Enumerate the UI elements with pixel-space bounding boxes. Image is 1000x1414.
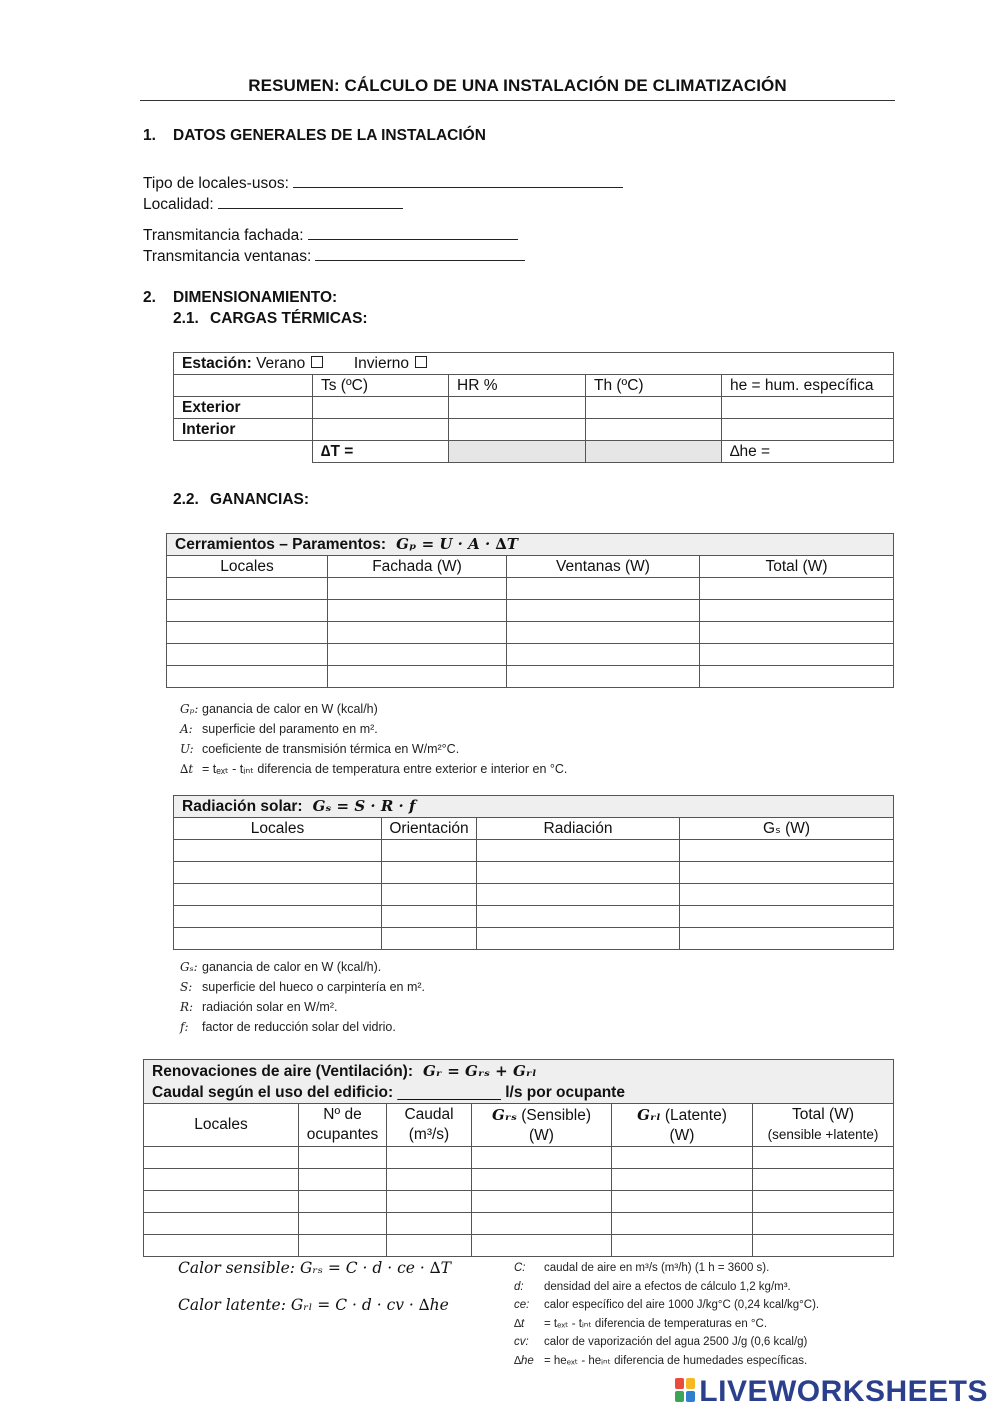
verano-label: Verano bbox=[256, 354, 306, 372]
note-line: Gₚ: ganancia de calor en W (kcal/h) bbox=[180, 702, 378, 716]
section-1-title: DATOS GENERALES DE LA INSTALACIÓN bbox=[173, 127, 486, 144]
transmitancia-fachada-label: Transmitancia fachada: bbox=[143, 227, 304, 244]
input-cell[interactable] bbox=[700, 644, 894, 666]
invierno-label: Invierno bbox=[353, 354, 409, 372]
section-1-number: 1. bbox=[143, 127, 156, 144]
cerramientos-notes bbox=[180, 699, 567, 779]
liveworksheets-icon bbox=[675, 1378, 697, 1404]
input-cell[interactable] bbox=[612, 1235, 753, 1257]
note-line: Gₛ: ganancia de calor en W (kcal/h). bbox=[180, 960, 382, 974]
input-cell[interactable] bbox=[700, 600, 894, 622]
renovaciones-title: Renovaciones de aire (Ventilación): bbox=[152, 1063, 413, 1080]
input-cell[interactable] bbox=[328, 666, 507, 688]
input-cell[interactable] bbox=[477, 928, 680, 950]
table-row bbox=[144, 1191, 894, 1213]
input-cell[interactable] bbox=[753, 1235, 894, 1257]
exterior-ts-cell[interactable] bbox=[313, 397, 449, 419]
table-row bbox=[167, 600, 894, 622]
note-line: R: radiación solar en W/m². bbox=[180, 1000, 338, 1014]
radiacion-formula: Gₛ = S · R · f bbox=[312, 797, 416, 815]
input-cell[interactable] bbox=[477, 884, 680, 906]
input-cell[interactable] bbox=[174, 928, 382, 950]
localidad-input[interactable] bbox=[218, 194, 403, 209]
input-cell[interactable] bbox=[299, 1191, 387, 1213]
renovaciones-header-ocupantes: Nº de ocupantes bbox=[299, 1104, 387, 1147]
input-cell[interactable] bbox=[167, 666, 328, 688]
radiacion-notes bbox=[180, 957, 425, 1037]
note-line: S: superficie del hueco o carpintería en m². bbox=[180, 980, 426, 994]
estacion-row bbox=[174, 353, 894, 375]
input-cell[interactable] bbox=[167, 600, 328, 622]
input-cell[interactable] bbox=[472, 1213, 612, 1235]
table-row bbox=[174, 884, 894, 906]
header-ts: Ts (ºC) bbox=[313, 375, 449, 397]
note-line: U: coeficiente de transmisión térmica en W/m²°C. bbox=[180, 742, 460, 756]
note-line: d: densidad del aire a efectos de cálculo 1,2 kg/m³. bbox=[514, 1280, 791, 1293]
verano-checkbox[interactable] bbox=[311, 356, 323, 368]
transmitancia-ventanas-label: Transmitancia ventanas: bbox=[143, 248, 312, 265]
subsection-2-2-heading bbox=[173, 491, 309, 509]
input-cell[interactable] bbox=[477, 862, 680, 884]
liveworksheets-logo bbox=[675, 1375, 988, 1409]
caudal-label: Caudal según el uso del edificio: bbox=[152, 1084, 394, 1101]
input-cell[interactable] bbox=[680, 906, 894, 928]
radiacion-header-radiacion: Radiación bbox=[477, 818, 680, 840]
caudal-unit: l/s por ocupante bbox=[505, 1084, 625, 1101]
input-cell[interactable] bbox=[382, 884, 477, 906]
cargas-header-blank bbox=[174, 375, 313, 397]
subsection-2-2-number: 2.2. bbox=[173, 491, 199, 508]
exterior-hr-cell[interactable] bbox=[449, 397, 586, 419]
input-cell[interactable] bbox=[167, 578, 328, 600]
cerramientos-header-total: Total (W) bbox=[700, 556, 894, 578]
exterior-th-cell[interactable] bbox=[586, 397, 722, 419]
input-cell[interactable] bbox=[753, 1213, 894, 1235]
radiacion-title: Radiación solar: bbox=[182, 798, 303, 815]
cerramientos-header-locales: Locales bbox=[167, 556, 328, 578]
renovaciones-header-caudal: Caudal (m³/s) bbox=[387, 1104, 472, 1147]
header-hr: HR % bbox=[449, 375, 586, 397]
input-cell[interactable] bbox=[174, 862, 382, 884]
note-line: ∆t = tₑₓₜ - tᵢₙₜ diferencia de temperaturas en °C. bbox=[514, 1317, 768, 1330]
table-row bbox=[167, 578, 894, 600]
row-interior-label: Interior bbox=[174, 419, 313, 441]
invierno-checkbox[interactable] bbox=[415, 356, 427, 368]
section-2-title: DIMENSIONAMIENTO: bbox=[173, 289, 338, 306]
delta-he-cell[interactable]: ∆he = bbox=[722, 441, 894, 463]
note-line: cv: calor de vaporización del agua 2500 J/g (0,6 kcal/g) bbox=[514, 1336, 808, 1349]
renovaciones-notes bbox=[514, 1259, 819, 1371]
input-cell[interactable] bbox=[382, 928, 477, 950]
input-cell[interactable] bbox=[680, 928, 894, 950]
input-cell[interactable] bbox=[753, 1169, 894, 1191]
caudal-input[interactable]: ____________ bbox=[397, 1084, 501, 1101]
input-cell[interactable] bbox=[174, 906, 382, 928]
header-he: he = hum. específica bbox=[722, 375, 894, 397]
section-1-heading bbox=[143, 127, 486, 145]
delta-shaded-cell-2 bbox=[586, 441, 722, 463]
renovaciones-header-sensible: Gᵣₛ (Sensible) (W) bbox=[472, 1104, 612, 1147]
input-cell[interactable] bbox=[700, 578, 894, 600]
input-cell[interactable] bbox=[167, 622, 328, 644]
renovaciones-title-row bbox=[144, 1060, 894, 1104]
tipo-locales-field bbox=[143, 173, 623, 193]
input-cell[interactable] bbox=[612, 1191, 753, 1213]
input-cell[interactable] bbox=[612, 1169, 753, 1191]
input-cell[interactable] bbox=[328, 644, 507, 666]
header-th: Th (ºC) bbox=[586, 375, 722, 397]
table-row bbox=[167, 666, 894, 688]
cerramientos-title-row bbox=[167, 534, 894, 556]
input-cell[interactable] bbox=[328, 578, 507, 600]
liveworksheets-text: LIVEWORKSHEETS bbox=[699, 1375, 988, 1408]
input-cell[interactable] bbox=[144, 1191, 299, 1213]
input-cell[interactable] bbox=[680, 840, 894, 862]
renovaciones-header-latente: Gᵣₗ (Latente) (W) bbox=[612, 1104, 753, 1147]
table-row bbox=[174, 862, 894, 884]
input-cell[interactable] bbox=[382, 862, 477, 884]
input-cell[interactable] bbox=[680, 862, 894, 884]
cerramientos-header-ventanas: Ventanas (W) bbox=[507, 556, 700, 578]
input-cell[interactable] bbox=[144, 1169, 299, 1191]
estacion-label: Estación: bbox=[182, 354, 252, 372]
input-cell[interactable] bbox=[507, 578, 700, 600]
input-cell[interactable] bbox=[167, 644, 328, 666]
input-cell[interactable] bbox=[299, 1235, 387, 1257]
exterior-he-cell[interactable] bbox=[722, 397, 894, 419]
input-cell[interactable] bbox=[328, 600, 507, 622]
subsection-2-1-heading bbox=[173, 310, 368, 328]
note-line: ∆he = heₑₓₜ - heᵢₙₜ diferencia de humedades específicas. bbox=[514, 1354, 808, 1367]
row-exterior-label: Exterior bbox=[174, 397, 313, 419]
note-line: ∆t = tₑₓₜ - tᵢₙₜ diferencia de temperatura entre exterior e interior en °C. bbox=[180, 762, 568, 776]
table-row bbox=[144, 1169, 894, 1191]
input-cell[interactable] bbox=[299, 1147, 387, 1169]
input-cell[interactable] bbox=[174, 884, 382, 906]
table-row bbox=[144, 1213, 894, 1235]
subsection-2-1-number: 2.1. bbox=[173, 310, 199, 327]
input-cell[interactable] bbox=[387, 1235, 472, 1257]
input-cell[interactable] bbox=[612, 1147, 753, 1169]
cerramientos-title: Cerramientos – Paramentos: bbox=[175, 536, 387, 553]
input-cell[interactable] bbox=[299, 1169, 387, 1191]
note-line: f: factor de reducción solar del vidrio. bbox=[180, 1020, 396, 1034]
input-cell[interactable] bbox=[387, 1213, 472, 1235]
table-row bbox=[167, 622, 894, 644]
subsection-2-1-title: CARGAS TÉRMICAS: bbox=[210, 310, 368, 327]
input-cell[interactable] bbox=[507, 600, 700, 622]
input-cell[interactable] bbox=[174, 840, 382, 862]
interior-hr-cell[interactable] bbox=[449, 419, 586, 441]
table-row bbox=[174, 928, 894, 950]
input-cell[interactable] bbox=[387, 1169, 472, 1191]
transmitancia-fachada-input[interactable] bbox=[308, 225, 518, 240]
input-cell[interactable] bbox=[387, 1147, 472, 1169]
delta-row-blank bbox=[174, 441, 313, 463]
renovaciones-formula: Gᵣ = Gᵣₛ + Gᵣₗ bbox=[423, 1062, 537, 1080]
input-cell[interactable] bbox=[477, 906, 680, 928]
radiacion-solar-table bbox=[173, 795, 894, 950]
section-2-heading bbox=[143, 289, 337, 307]
input-cell[interactable] bbox=[472, 1169, 612, 1191]
input-cell[interactable] bbox=[472, 1147, 612, 1169]
tipo-locales-label: Tipo de locales-usos: bbox=[143, 175, 289, 192]
radiacion-header-orientacion: Orientación bbox=[382, 818, 477, 840]
transmitancia-ventanas-field bbox=[143, 246, 525, 266]
input-cell[interactable] bbox=[382, 840, 477, 862]
delta-shaded-cell-1 bbox=[449, 441, 586, 463]
radiacion-header-gs: Gₛ (W) bbox=[680, 818, 894, 840]
table-row bbox=[144, 1147, 894, 1169]
page-title: RESUMEN: CÁLCULO DE UNA INSTALACIÓN DE CLIMATIZACIÓN bbox=[248, 76, 787, 95]
input-cell[interactable] bbox=[753, 1191, 894, 1213]
input-cell[interactable] bbox=[382, 906, 477, 928]
input-cell[interactable] bbox=[144, 1213, 299, 1235]
interior-ts-cell[interactable] bbox=[313, 419, 449, 441]
formula-calor-sensible: Calor sensible: Gᵣₛ = C · d · ce · ∆T bbox=[178, 1259, 451, 1277]
radiacion-header-locales: Locales bbox=[174, 818, 382, 840]
table-row bbox=[167, 644, 894, 666]
input-cell[interactable] bbox=[328, 622, 507, 644]
formula-calor-latente: Calor latente: Gᵣₗ = C · d · cv · ∆he bbox=[178, 1296, 449, 1314]
subsection-2-2-title: GANANCIAS: bbox=[210, 491, 310, 508]
renovaciones-header-locales: Locales bbox=[144, 1104, 299, 1147]
cargas-termicas-table bbox=[173, 352, 894, 463]
input-cell[interactable] bbox=[507, 644, 700, 666]
tipo-locales-input[interactable] bbox=[293, 173, 623, 188]
renovaciones-header-total: Total (W) (sensible +latente) bbox=[753, 1104, 894, 1147]
interior-he-cell[interactable] bbox=[722, 419, 894, 441]
input-cell[interactable] bbox=[144, 1147, 299, 1169]
input-cell[interactable] bbox=[477, 840, 680, 862]
input-cell[interactable] bbox=[472, 1191, 612, 1213]
table-row bbox=[174, 840, 894, 862]
interior-th-cell[interactable] bbox=[586, 419, 722, 441]
note-line: A: superficie del paramento en m². bbox=[180, 722, 378, 736]
note-line: ce: calor específico del aire 1000 J/kg°C (0,24 kcal/kg°C). bbox=[514, 1299, 820, 1312]
transmitancia-fachada-field bbox=[143, 225, 518, 245]
input-cell[interactable] bbox=[387, 1191, 472, 1213]
input-cell[interactable] bbox=[612, 1213, 753, 1235]
localidad-label: Localidad: bbox=[143, 196, 214, 213]
input-cell[interactable] bbox=[753, 1147, 894, 1169]
input-cell[interactable] bbox=[472, 1235, 612, 1257]
section-2-number: 2. bbox=[143, 289, 156, 306]
input-cell[interactable] bbox=[680, 884, 894, 906]
input-cell[interactable] bbox=[507, 622, 700, 644]
renovaciones-table bbox=[143, 1059, 894, 1257]
localidad-field bbox=[143, 194, 403, 214]
input-cell[interactable] bbox=[700, 622, 894, 644]
input-cell[interactable] bbox=[299, 1213, 387, 1235]
input-cell[interactable] bbox=[507, 666, 700, 688]
input-cell[interactable] bbox=[144, 1235, 299, 1257]
input-cell[interactable] bbox=[700, 666, 894, 688]
table-row bbox=[174, 906, 894, 928]
radiacion-title-row bbox=[174, 796, 894, 818]
delta-t-cell[interactable]: ∆T = bbox=[313, 441, 449, 463]
transmitancia-ventanas-input[interactable] bbox=[315, 246, 525, 261]
table-row bbox=[144, 1235, 894, 1257]
title-divider bbox=[140, 100, 895, 101]
cerramientos-table bbox=[166, 533, 894, 688]
cerramientos-header-fachada: Fachada (W) bbox=[328, 556, 507, 578]
note-line: C: caudal de aire en m³/s (m³/h) (1 h = 3600 s). bbox=[514, 1262, 770, 1274]
cerramientos-formula: Gₚ = U · A · ∆T bbox=[396, 535, 518, 553]
